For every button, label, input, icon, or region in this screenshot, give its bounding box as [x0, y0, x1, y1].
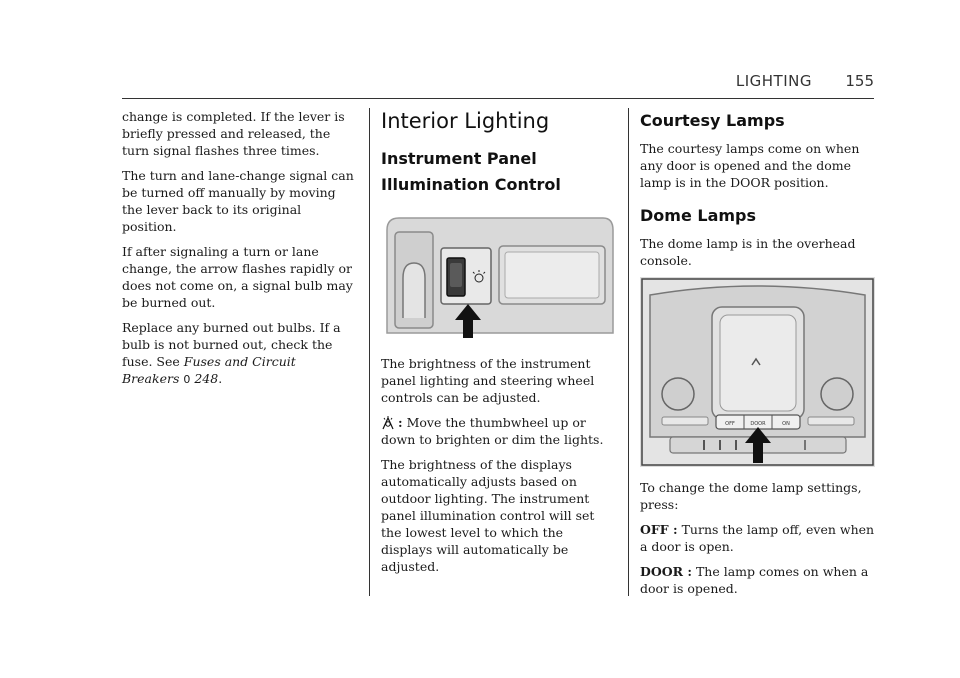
column-3 [640, 108, 875, 605]
subsection-heading: Dome Lamps [640, 206, 757, 225]
paragraph: If after signaling a turn or lane change, the arrow flashes rapidly or does not come on, a signal bulb may be burned out. [122, 244, 353, 310]
page-header [122, 70, 874, 99]
switch-label-on: ON [782, 421, 790, 427]
off-label: OFF : [640, 522, 678, 537]
subsection-heading: Courtesy Lamps [640, 111, 785, 130]
overhead-console-illustration [640, 277, 875, 467]
door-label: DOOR : [640, 564, 692, 579]
column-divider [369, 108, 370, 596]
switch-label-door: DOOR [750, 421, 766, 427]
section-title: LIGHTING [735, 72, 812, 90]
paragraph: The dome lamp is in the overhead console. [640, 236, 856, 268]
subsection-heading-line: Instrument Panel [381, 149, 537, 168]
subsection-heading [381, 146, 616, 198]
text: Move the thumbwheel up or down to brighten or dim the lights. [381, 415, 604, 447]
page-ref-glyph: 0 [183, 373, 191, 386]
paragraph-dimmer [381, 414, 616, 448]
paragraph-off [640, 521, 875, 555]
text: The lamp comes on when a door is opened. [640, 564, 869, 596]
section-heading: Interior Lighting [381, 109, 550, 133]
paragraph: The brightness of the instrument panel lighting and steering wheel controls can be adjusted. [381, 356, 595, 405]
page-ref-number[interactable]: 248 [194, 371, 219, 386]
text: Replace any burned out bulbs. If a bulb is not burned out, check the fuse. See [122, 320, 341, 369]
column-2 [381, 108, 616, 583]
subsection-heading-line: Illumination Control [381, 175, 561, 194]
column-1 [122, 108, 357, 396]
paragraph: To change the dome lamp settings, press: [640, 480, 862, 512]
column-divider [628, 108, 629, 596]
paragraph-fuse-reference [122, 319, 357, 388]
paragraph: The brightness of the displays automatically adjusts based on outdoor lighting. The instrument panel illumination control will set the lowest level to which the displays will automatically be adjusted. [381, 457, 595, 574]
page-number: 155 [845, 72, 874, 90]
dimmer-label: : [398, 415, 403, 430]
instrument-panel-dimmer-illustration [381, 208, 616, 343]
paragraph-door [640, 563, 875, 597]
text: . [218, 371, 223, 386]
dimmer-thumbwheel-icon [381, 415, 395, 430]
switch-label-off: OFF [725, 421, 735, 427]
cross-reference-link[interactable]: Fuses and Circuit Breakers [122, 354, 296, 386]
paragraph: The turn and lane-change signal can be turned off manually by moving the lever back to its original position. [122, 168, 354, 234]
paragraph: The courtesy lamps come on when any door is opened and the dome lamp is in the DOOR position. [640, 141, 860, 190]
text: Turns the lamp off, even when a door is open. [640, 522, 875, 554]
paragraph: change is completed. If the lever is briefly pressed and released, the turn signal flashes three times. [122, 109, 345, 158]
